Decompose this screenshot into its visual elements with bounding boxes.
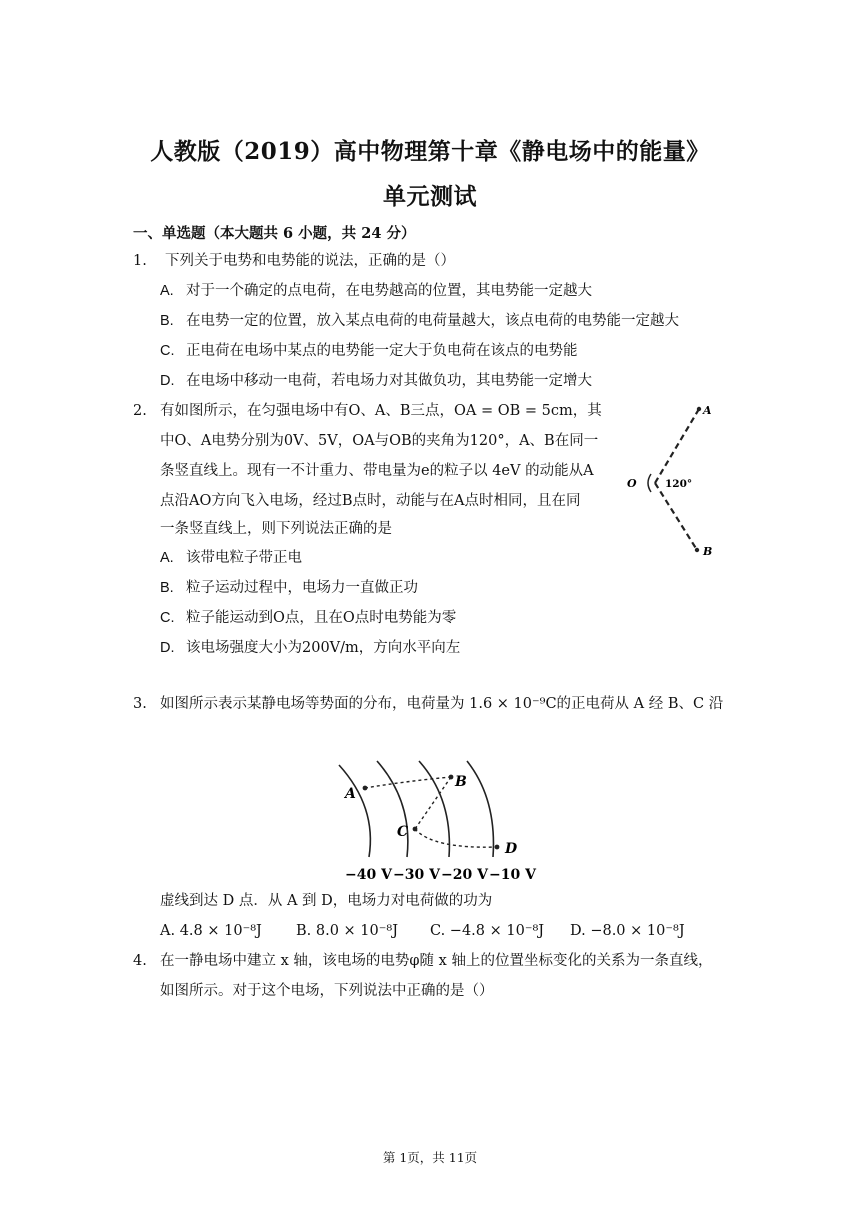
question-3-choice-b [296,922,398,940]
question-2-stem-line: 点沿AO方向飞入电场，经过B点时，动能与在A点时相同，且在同 [160,493,581,509]
question-2-option-d [160,639,460,657]
point-b [695,548,699,552]
question-4-stem-line: 如图所示。对于这个电场，下列说法中正确的是（） [160,983,494,999]
label-a: A [345,786,356,802]
question-1-option-a [160,282,592,300]
question-2-stem-line: 有如图所示，在匀强电场中有O、A、B三点，OA = OB = 5cm，其 [160,403,602,419]
option-text: 对于一个确定的点电荷，在电势越高的位置，其电势能一定越大 [186,283,592,299]
question-2-stem-line: 条竖直线上。现有一不计重力、带电量为e的粒子以 4eV 的动能从A [160,463,594,479]
option-letter: A. [160,923,176,939]
question-2-option-b [160,579,418,597]
option-text: 在电势一定的位置，放入某点电荷的电荷量越大，该点电荷的电势能一定越大 [186,313,679,329]
label-d: D [505,841,518,857]
path-bc [415,777,451,829]
option-text: −4.8 × 10⁻⁸J [449,923,545,939]
segment-ob [655,483,697,550]
option-text: 该电场强度大小为200V/m，方向水平向左 [186,640,461,656]
question-1-number: 1. [133,253,147,269]
option-letter: B. [296,923,312,939]
option-text: 在电场中移动一电荷，若电场力对其做负功，其电势能一定增大 [186,373,592,389]
label-c: C [397,824,409,840]
point-a [363,786,368,791]
option-text: 8.0 × 10⁻⁸J [315,923,399,939]
option-text: 粒子能运动到O点，且在O点时电势能为零 [186,610,457,626]
document-subtitle: 单元测试 [383,183,477,210]
option-letter: D. [160,373,175,389]
equipotential-line [467,761,493,857]
question-1-option-b [160,312,679,330]
question-3-number: 3. [133,696,147,712]
question-3-stem-line: 虚线到达 D 点．从 A 到 D，电场力对电荷做的功为 [160,893,493,909]
option-text: −8.0 × 10⁻⁸J [590,923,685,939]
equipotential-line [419,761,449,857]
option-letter: B. [160,580,174,596]
label-o: O [627,477,637,490]
question-3-choice-c [430,922,544,940]
question-4-stem-line: 在一静电场中建立 x 轴，该电场的电势φ随 x 轴上的位置坐标变化的关系为一条直线， [160,953,713,969]
option-text: 4.8 × 10⁻⁸J [179,923,262,939]
question-4-number: 4. [133,953,147,969]
option-letter: C. [160,610,175,626]
potential-label: −10 V [489,867,536,883]
option-letter: D. [570,923,586,939]
label-a: A [703,404,712,417]
page-footer: 第 1页，共 11页 [382,1150,478,1165]
label-b: B [455,774,467,790]
question-3-figure [325,757,540,885]
document-title: 人教版（2019）高中物理第十章《静电场中的能量》 [150,138,710,165]
point-c [413,827,418,832]
point-a [697,407,701,411]
question-1-option-c [160,342,578,360]
angle-arc [648,474,651,492]
option-letter: C. [160,343,175,359]
question-3-choice-a [160,922,262,940]
potential-label: −30 V [393,867,440,883]
point-b [449,775,454,780]
option-text: 该带电粒子带正电 [186,550,302,566]
label-b: B [703,545,713,558]
segment-oa [655,409,699,483]
option-letter: A. [160,550,174,566]
option-letter: B. [160,313,174,329]
question-2-figure [615,395,725,565]
equipotential-line [339,765,370,857]
question-1-stem: 下列关于电势和电势能的说法，正确的是（） [165,253,455,269]
question-1-option-d [160,372,592,390]
point-d [495,845,500,850]
option-letter: A. [160,283,174,299]
question-2-number: 2. [133,403,147,419]
option-letter: D. [160,640,175,656]
option-text: 粒子运动过程中，电场力一直做正功 [186,580,418,596]
equipotential-line [377,761,408,857]
question-3-stem-line: 如图所示表示某静电场等势面的分布，电荷量为 1.6 × 10⁻⁹C的正电荷从 A 经 B、C 沿 [160,696,724,712]
option-text: 正电荷在电场中某点的电势能一定大于负电荷在该点的电势能 [186,343,578,359]
question-2-option-a [160,549,302,567]
path-ab [365,777,451,788]
question-2-stem-line: 一条竖直线上，则下列说法正确的是 [160,521,392,537]
section-heading: 一、单选题（本大题共 6 小题，共 24 分） [133,225,416,242]
question-2-stem-line: 中O、A电势分别为0V、5V，OA与OB的夹角为120°，A、B在同一 [160,433,599,449]
angle-label: 120° [665,478,693,490]
question-2-option-c [160,609,456,627]
option-letter: C. [430,923,446,939]
path-cd [415,829,497,847]
potential-label: −20 V [441,867,488,883]
question-3-choice-d [570,922,685,940]
potential-label: −40 V [345,867,392,883]
